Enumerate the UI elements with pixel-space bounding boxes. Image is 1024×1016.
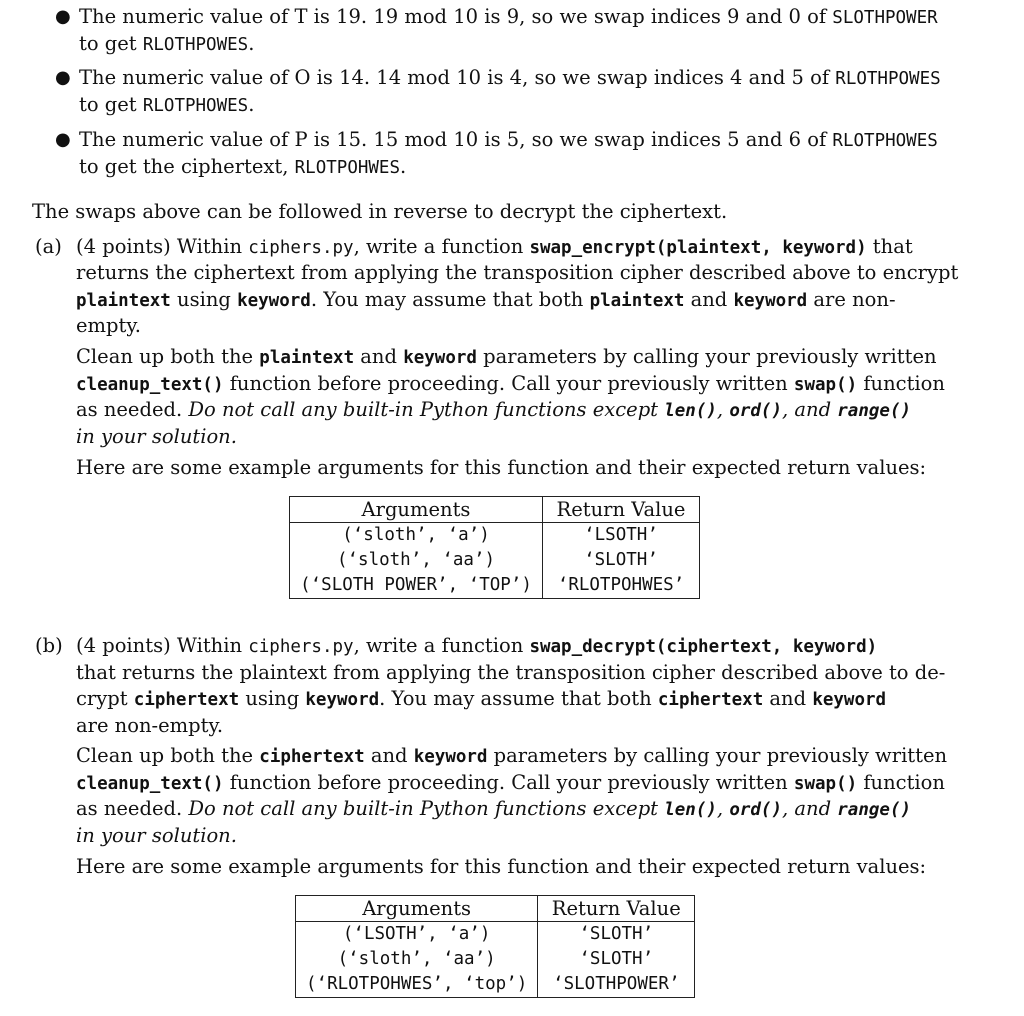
- part-b-p2-line-3: as needed. Do not call any built-in Python functions except len(), ord(), and range(): [76, 797, 912, 820]
- part-b-p3: Here are some example arguments for this function and their expected return values:: [76, 855, 927, 878]
- table-row: [290, 573, 700, 599]
- table-cell-arguments: (‘sloth’, ‘aa’): [290, 548, 543, 573]
- table-row: [296, 972, 695, 998]
- table-row: [290, 548, 700, 573]
- part-a-p2-line-2: cleanup_text() function before proceeding. Call your previously written swap() function: [76, 372, 945, 395]
- bullet-marker: ●: [55, 6, 71, 27]
- bullet-3-line-1: The numeric value of P is 15. 15 mod 10 is 5, so we swap indices 5 and 6 of RLOTPHOWES: [79, 128, 938, 151]
- bullet-1-line-2: to get RLOTHPOWES.: [79, 32, 255, 55]
- part-b-p1-line-4: are non-empty.: [76, 714, 224, 737]
- table-header-return-value: Return Value: [543, 497, 700, 523]
- table-cell-arguments: (‘SLOTH POWER’, ‘TOP’): [290, 573, 543, 599]
- part-a-p2-line-3: as needed. Do not call any built-in Python functions except len(), ord(), and range(): [76, 398, 912, 421]
- table-cell-arguments: (‘RLOTPOHWES’, ‘top’): [296, 972, 538, 998]
- intro-paragraph: The swaps above can be followed in reverse to decrypt the ciphertext.: [32, 200, 728, 223]
- part-a-p1-line-3: plaintext using keyword. You may assume that both plaintext and keyword are non-: [76, 288, 896, 311]
- table-cell-return: ‘SLOTH’: [538, 922, 695, 948]
- part-b-p1-line-2: that returns the plaintext from applying the transposition cipher described above to de-: [76, 661, 946, 684]
- table-cell-return: ‘SLOTH’: [543, 548, 700, 573]
- part-a-p2-line-1: Clean up both the plaintext and keyword parameters by calling your previously written: [76, 345, 937, 368]
- table-row: [296, 947, 695, 972]
- part-a-p1-line-2: returns the ciphertext from applying the transposition cipher described above to encrypt: [76, 261, 959, 284]
- table-cell-return: ‘LSOTH’: [543, 523, 700, 549]
- table-header-row: [296, 896, 695, 922]
- table-header-return-value: Return Value: [538, 896, 695, 922]
- part-a-p3: Here are some example arguments for this function and their expected return values:: [76, 456, 927, 479]
- part-b-label: (b): [35, 634, 63, 657]
- table-cell-return: ‘SLOTHPOWER’: [538, 972, 695, 998]
- table-cell-arguments: (‘sloth’, ‘aa’): [296, 947, 538, 972]
- table-header-arguments: Arguments: [296, 896, 538, 922]
- table-cell-arguments: (‘LSOTH’, ‘a’): [296, 922, 538, 948]
- bullet-2-line-1: The numeric value of O is 14. 14 mod 10 is 4, so we swap indices 4 and 5 of RLOTHPOWES: [79, 66, 941, 89]
- part-b-p2-line-1: Clean up both the ciphertext and keyword parameters by calling your previously written: [76, 744, 948, 767]
- table-header-row: [290, 497, 700, 523]
- part-a-example-table: [289, 496, 700, 599]
- bullet-3-line-2: to get the ciphertext, RLOTPOHWES.: [79, 155, 407, 178]
- part-b-p1-line-1: (4 points) Within ciphers.py, write a function swap_decrypt(ciphertext, keyword): [76, 634, 878, 657]
- part-a-p2-line-4: in your solution.: [76, 425, 237, 448]
- bullet-marker: ●: [55, 129, 71, 150]
- bullet-marker: ●: [55, 67, 71, 88]
- bullet-1-line-1: The numeric value of T is 19. 19 mod 10 is 9, so we swap indices 9 and 0 of SLOTHPOWER: [79, 5, 938, 28]
- part-b-p2-line-2: cleanup_text() function before proceeding. Call your previously written swap() function: [76, 771, 945, 794]
- part-a-p1-line-1: (4 points) Within ciphers.py, write a function swap_encrypt(plaintext, keyword) that: [76, 235, 913, 258]
- part-b-p1-line-3: crypt ciphertext using keyword. You may assume that both ciphertext and keyword: [76, 687, 887, 710]
- part-a-label: (a): [35, 235, 62, 258]
- table-cell-return: ‘SLOTH’: [538, 947, 695, 972]
- table-row: [290, 523, 700, 549]
- table-row: [296, 922, 695, 948]
- table-cell-return: ‘RLOTPOHWES’: [543, 573, 700, 599]
- table-header-arguments: Arguments: [290, 497, 543, 523]
- bullet-2-line-2: to get RLOTPHOWES.: [79, 93, 255, 116]
- part-a-p1-line-4: empty.: [76, 314, 141, 337]
- table-cell-arguments: (‘sloth’, ‘a’): [290, 523, 543, 549]
- part-b-p2-line-4: in your solution.: [76, 824, 237, 847]
- part-b-example-table: [295, 895, 695, 998]
